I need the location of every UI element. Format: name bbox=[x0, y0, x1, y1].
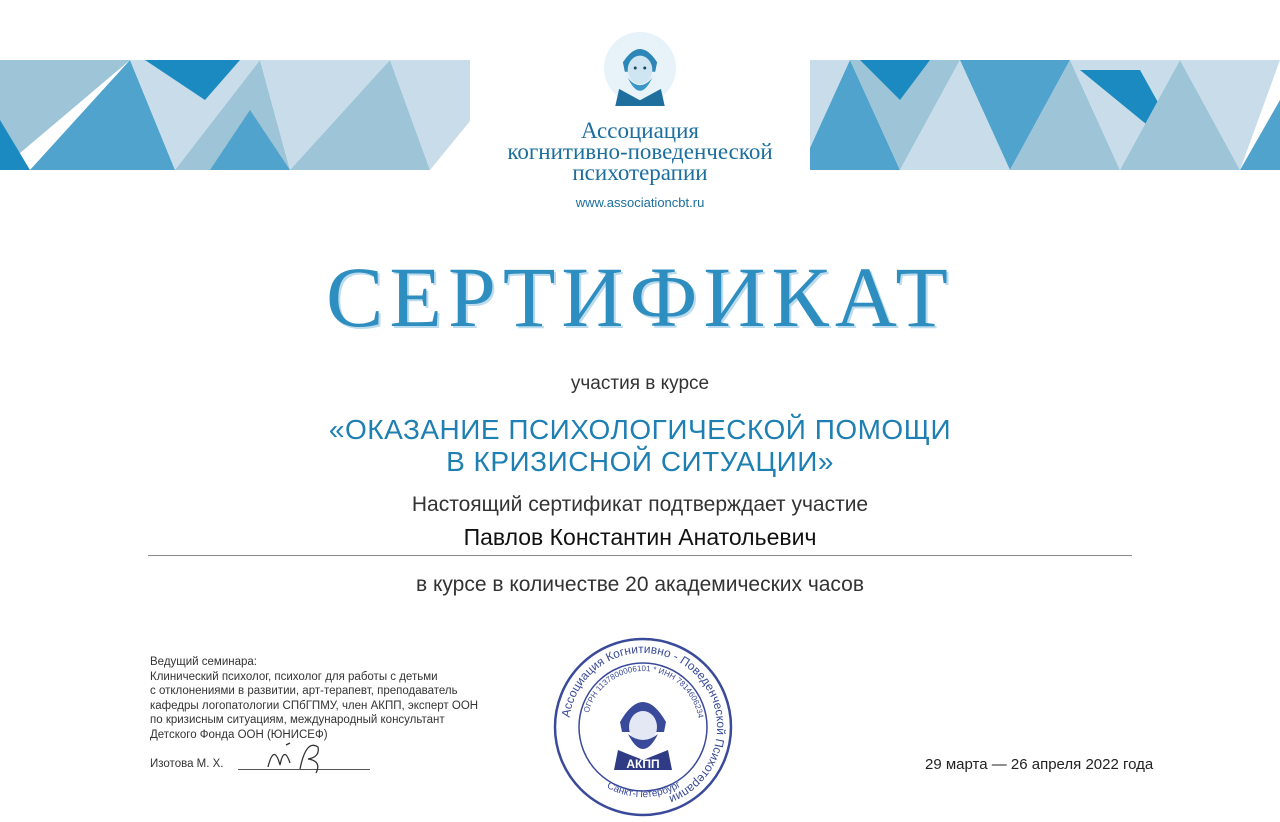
certificate-subtitle: участия в курсе bbox=[570, 373, 710, 394]
leader-desc-line4: по кризисным ситуациям, международный консультант bbox=[150, 714, 445, 726]
stamp-inner-text: ОГРН 1137800006101 * ИНН 7814606234 bbox=[581, 663, 706, 719]
organization-name-line1: Ассоциация bbox=[581, 118, 699, 143]
leader-desc-line3: кафедры логопатологии СПбГПМУ, член АКПП, эксперт ООН bbox=[150, 699, 479, 712]
organization-name-line2: когнитивно-поведенческой bbox=[507, 139, 773, 164]
organization-website[interactable]: www.associationcbt.ru bbox=[575, 195, 705, 210]
hours-text: в курсе в количестве 20 академических часов bbox=[415, 573, 865, 596]
handwritten-signature bbox=[260, 735, 350, 775]
signature-name: Изотова М. Х. bbox=[150, 758, 224, 770]
certificate-title: СЕРТИФИКАТ bbox=[326, 249, 954, 345]
course-title bbox=[0, 414, 1280, 478]
course-dates: 29 марта — 26 апреля 2022 года bbox=[925, 756, 1154, 773]
leader-desc-line2: с отклонениями в развитии, арт-терапевт, преподаватель bbox=[150, 685, 458, 697]
organization-logo-block bbox=[490, 30, 790, 210]
stamp-abbr: АКПП bbox=[626, 757, 660, 771]
name-underline bbox=[148, 555, 1132, 556]
stamp-city-text: Санкт-Петербург bbox=[604, 779, 683, 801]
participant-name: Павлов Константин Анатольевич bbox=[463, 524, 817, 550]
confirmation-text: Настоящий сертификат подтверждает участие bbox=[411, 493, 869, 516]
bearded-man-portrait-icon bbox=[602, 30, 678, 106]
leader-desc-line1: Клинический психолог, психолог для работы с детьми bbox=[150, 670, 438, 683]
banner-left-triangles bbox=[0, 60, 520, 170]
leader-label: Ведущий семинара: bbox=[150, 656, 257, 668]
leader-desc-line5: Детского Фонда ООН (ЮНИСЕФ) bbox=[150, 728, 328, 741]
course-title-line1: «ОКАЗАНИЕ ПСИХОЛОГИЧЕСКОЙ ПОМОЩИ bbox=[328, 414, 952, 445]
seminar-leader-info bbox=[150, 655, 550, 742]
course-title-line2: В КРИЗИСНОЙ СИТУАЦИИ» bbox=[446, 446, 834, 477]
organization-name-line3: психотерапии bbox=[572, 160, 708, 185]
banner-right-triangles bbox=[750, 60, 1280, 170]
organization-stamp bbox=[548, 632, 738, 822]
stamp-outer-text: Ассоциация Когнитивно - Поведенческой Психотерапии bbox=[558, 641, 729, 807]
